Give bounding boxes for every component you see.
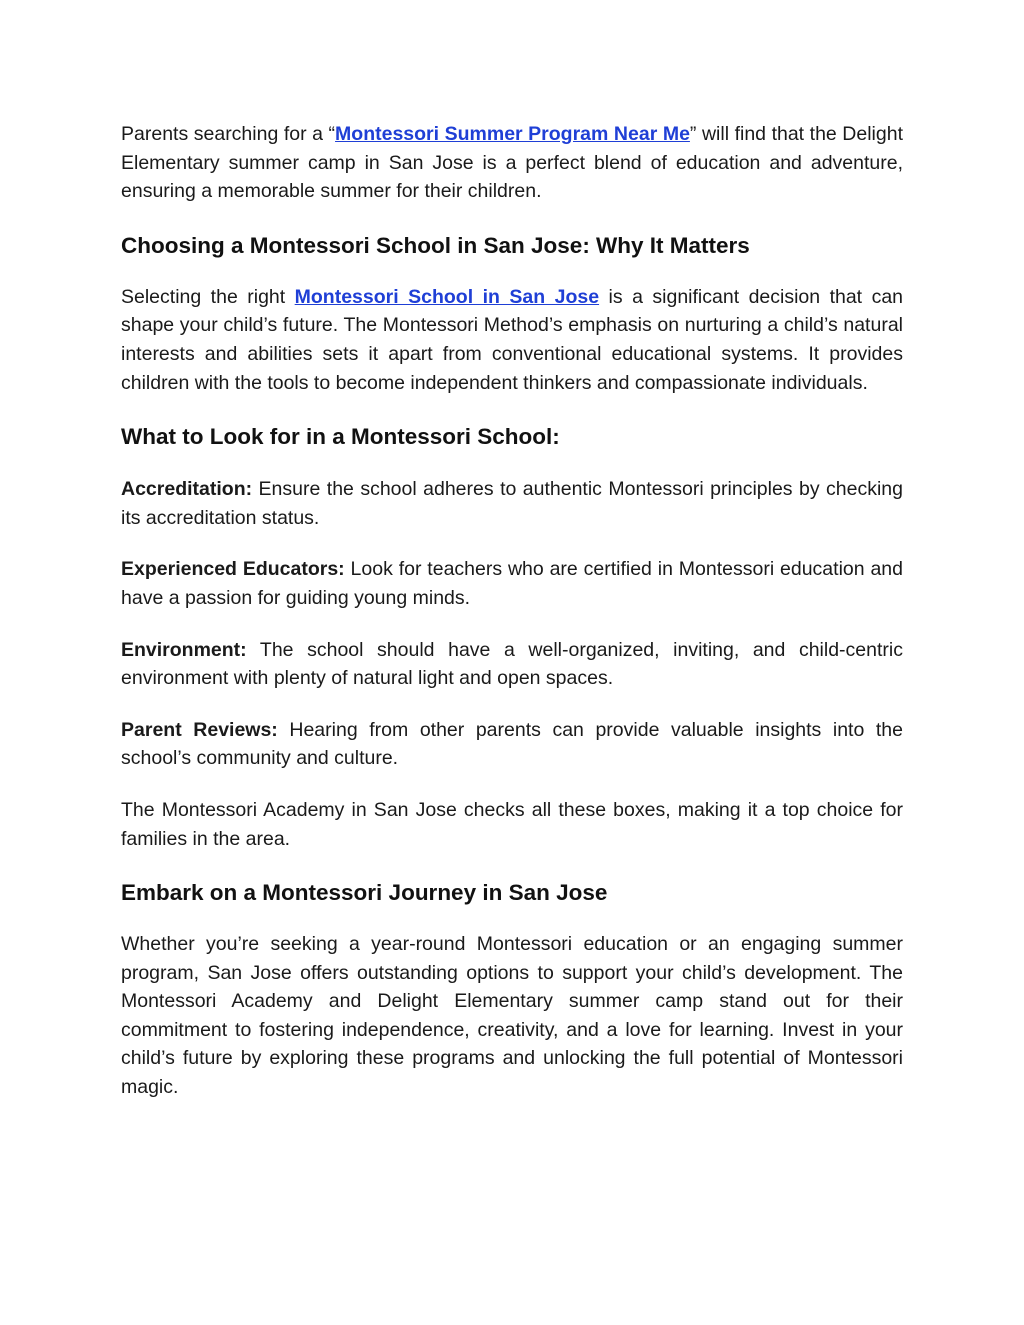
criterion-parent-reviews [121,716,903,773]
criterion-accreditation [121,475,903,532]
criterion-term: Environment: [121,638,247,661]
choosing-text-after: is a significant decision that can shape your child’s future. The Montessori Method’s emphasis on nurturing a child’s natural interests and abilities sets it apart from conventional educational systems. It provides children with the tools to become independent thinkers and compassionate individuals. [121,285,904,394]
criterion-term: Accreditation: [121,478,253,501]
criterion-experienced-educators [121,555,903,612]
embark-paragraph: Whether you’re seeking a year-round Montessori education or an engaging summer program, San Jose offers outstanding options to support your child’s development. The Montessori Academy and Delight Elementary summer camp stand out for their commitment to fostering independence, creativity, and a love for learning. Invest in your child’s future by exploring these programs and unlocking the full potential of Montessori magic. [121,933,903,1099]
intro-text-before: Parents searching for a “ [121,123,336,145]
choosing-paragraph [121,283,903,397]
criterion-term: Experienced Educators: [121,558,345,581]
heading-choosing-school: Choosing a Montessori School in San Jose: Why It Matters [121,232,750,258]
criterion-text: The school should have a well-organized, inviting, and child-centric environment with plenty of natural light and open spaces. [121,638,903,690]
criterion-text: Ensure the school adheres to authentic Montessori principles by checking its accreditation status. [121,478,903,529]
heading-what-to-look-for: What to Look for in a Montessori School: [121,424,560,450]
choosing-text-before: Selecting the right [121,285,295,308]
montessori-summer-program-link[interactable]: Montessori Summer Program Near Me [335,123,690,145]
criterion-environment [121,636,903,693]
intro-text-after: ” will find that the Delight Elementary summer camp in San Jose is a perfect blend of education and adventure, ensuring a memorable summer for their children. [121,123,903,203]
criterion-text: Hearing from other parents can provide valuable insights into the school’s community and culture. [121,718,903,770]
intro-paragraph [121,120,903,206]
heading-embark-journey: Embark on a Montessori Journey in San Jose [121,880,608,906]
document-page [121,120,903,1102]
montessori-school-san-jose-link[interactable]: Montessori School in San Jose [294,285,600,308]
criterion-text: Look for teachers who are certified in Montessori education and have a passion for guiding young minds. [121,558,903,609]
criterion-term: Parent Reviews: [121,718,278,741]
academy-summary-paragraph: The Montessori Academy in San Jose checks all these boxes, making it a top choice for families in the area. [121,798,903,850]
